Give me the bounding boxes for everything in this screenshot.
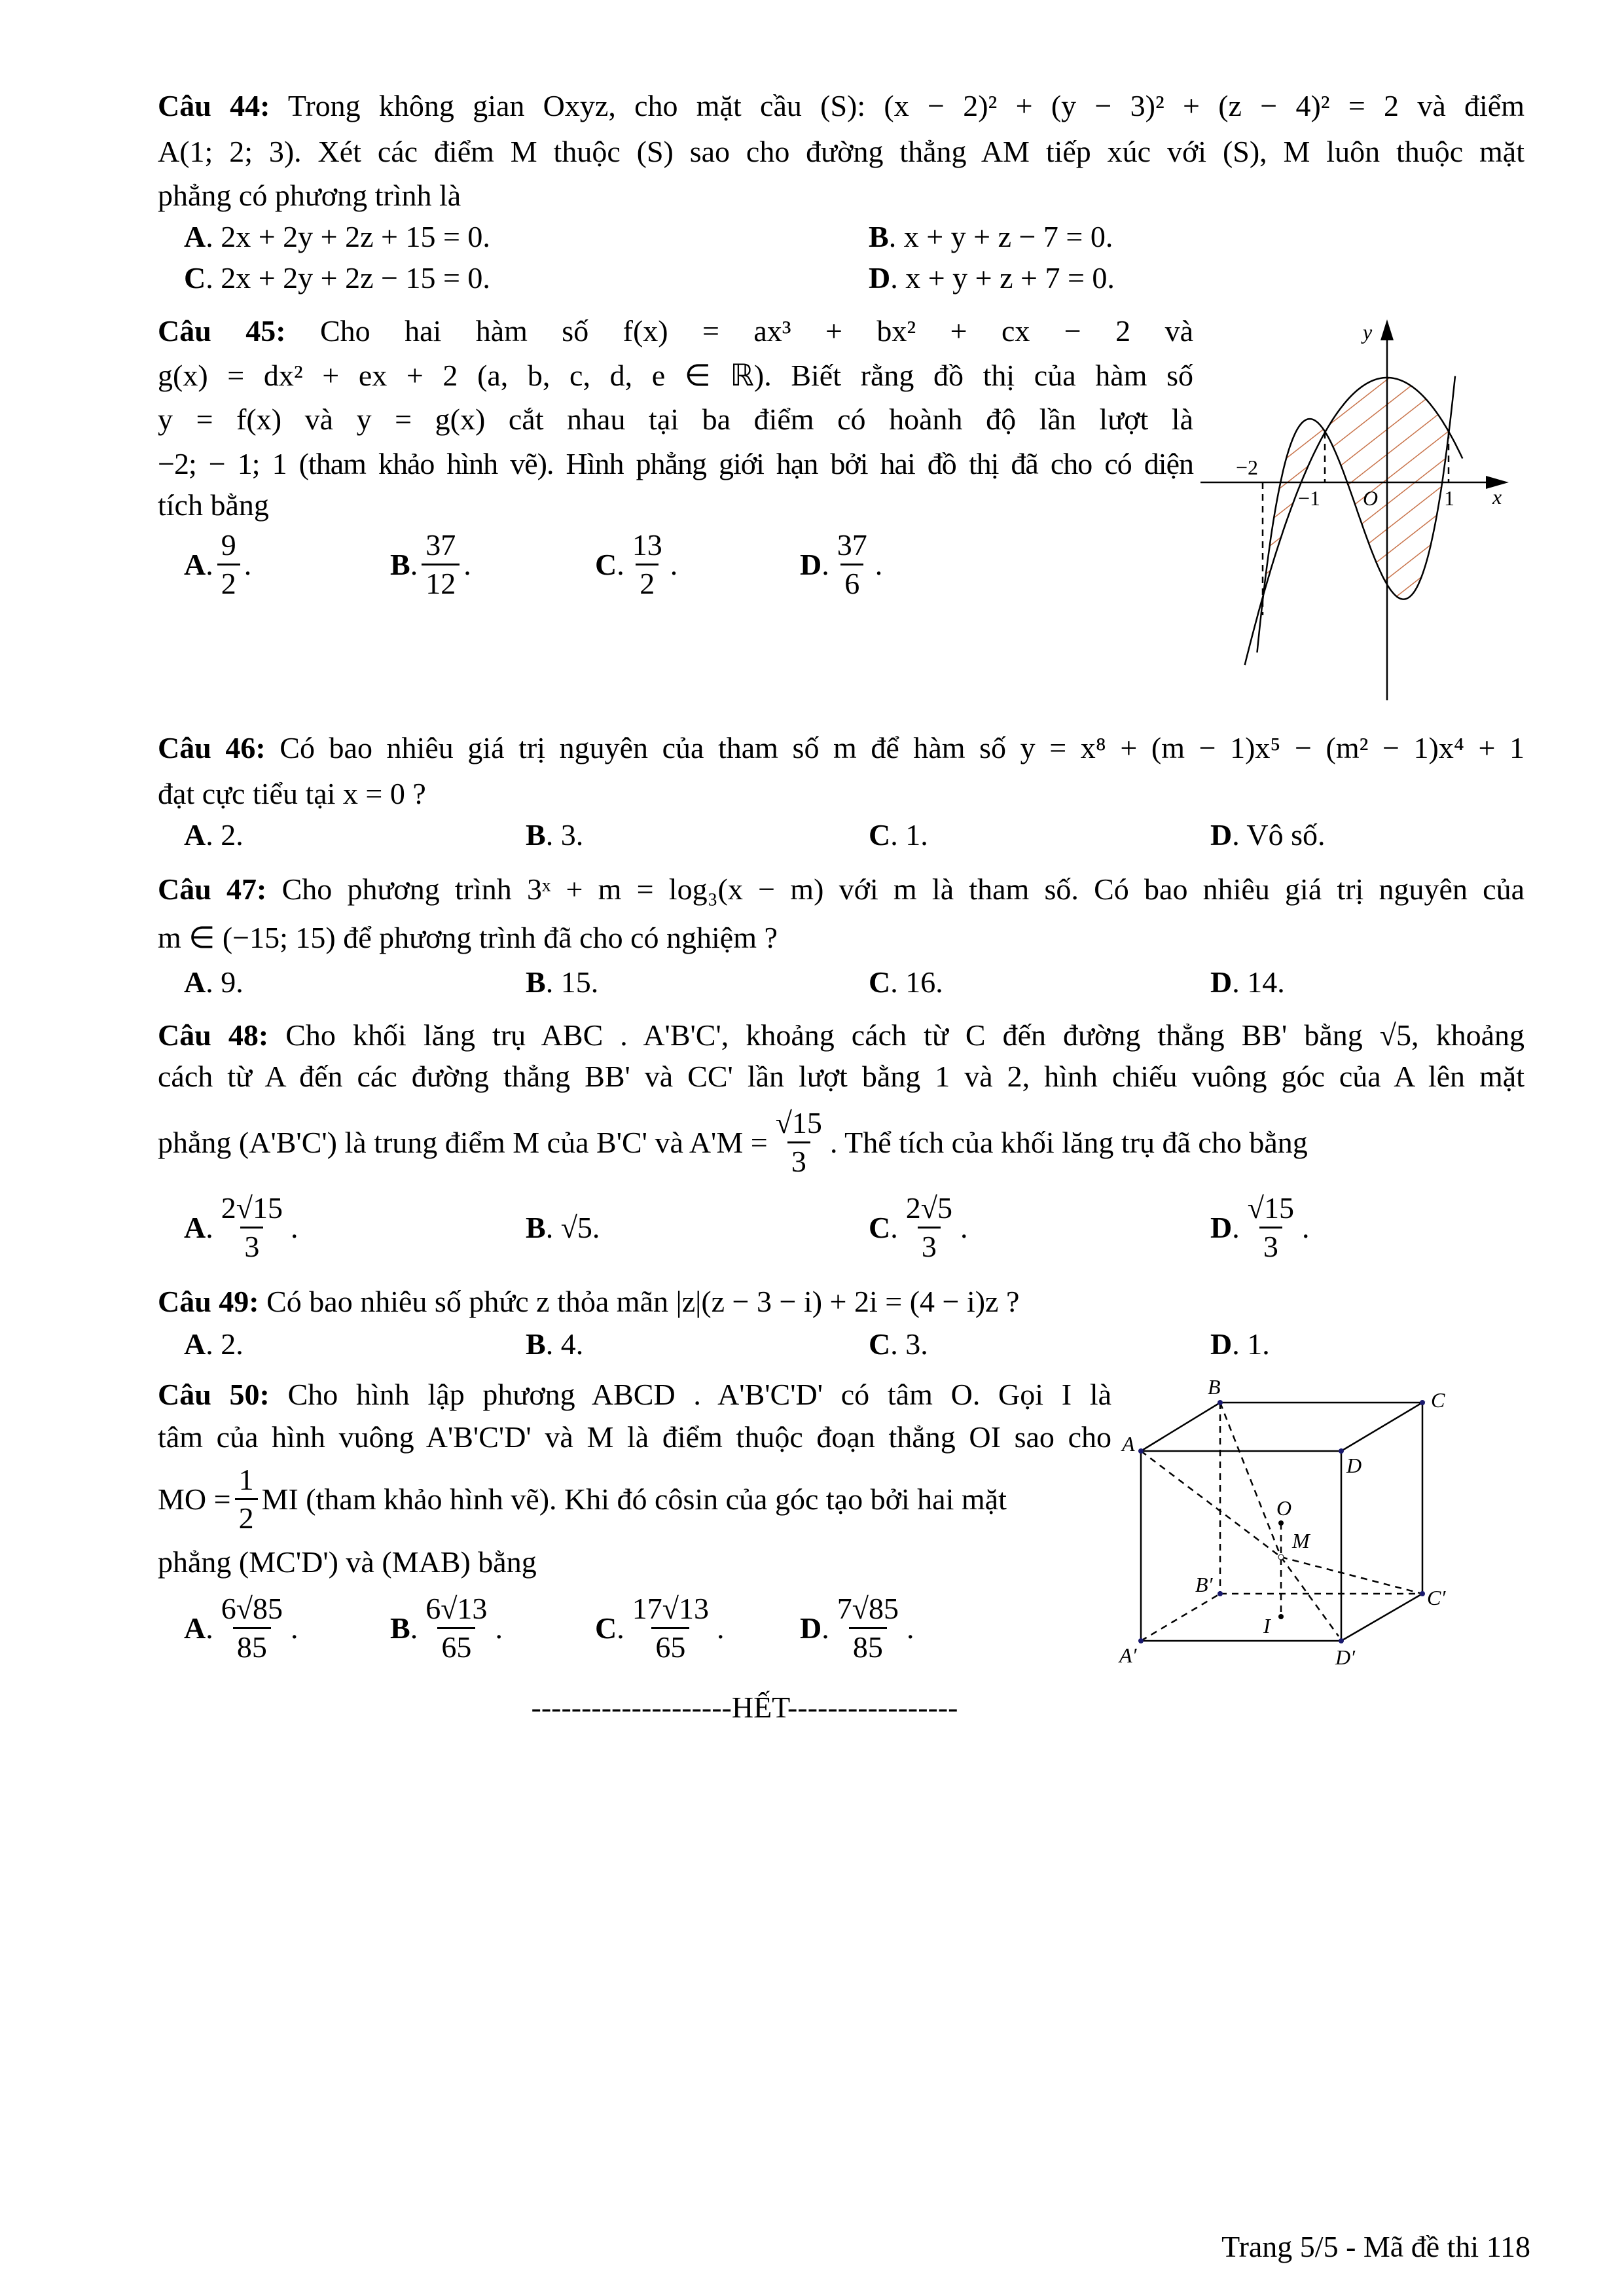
q44-option-c: C. 2x + 2y + 2z − 15 = 0. xyxy=(184,261,490,295)
q46-option-a: A. 2. xyxy=(184,818,244,852)
q48-option-c: C . $\frac{2√5}{3}$ . xyxy=(869,1191,968,1263)
q50-line-2: tâm của hình vuông A'B'C'D' và M là điểm thuộc đoạn thẳng OI sao cho xyxy=(158,1420,1111,1454)
q47-option-a: A. 9. xyxy=(184,965,244,999)
origin-label: O xyxy=(1363,486,1379,510)
cube-edge-d1c1 xyxy=(1341,1594,1422,1641)
q50-line-4: phẳng (MC'D') và (MAB) bằng xyxy=(158,1545,537,1579)
tick-label-m1: −1 xyxy=(1298,486,1321,510)
q48-label: Câu 48: xyxy=(158,1018,269,1052)
q45-line-2: g(x) = dx² + ex + 2 (a, b, c, d, e ∈ ℝ). Biết rằng đồ thị của hàm số xyxy=(158,359,1193,392)
q50-option-d: D . $\frac{7√85}{85}$ . xyxy=(800,1591,914,1664)
label-C: C xyxy=(1431,1388,1445,1412)
q44-label: Câu 44: xyxy=(158,89,270,122)
q49-option-a: A. 2. xyxy=(184,1327,244,1361)
q44-option-b: B. x + y + z − 7 = 0. xyxy=(869,220,1113,253)
q47-option-d: D. 14. xyxy=(1210,965,1285,999)
q46-option-d: D. Vô số. xyxy=(1210,818,1326,852)
q45-line-1: Câu 45: Cho hai hàm số f(x) = ax³ + bx² + cx − 2 và xyxy=(158,314,1193,348)
label-C1: C′ xyxy=(1427,1586,1446,1609)
page-footer: Trang 5/5 - Mã đề thi 118 xyxy=(1221,2230,1530,2263)
q49-option-d: D. 1. xyxy=(1210,1327,1270,1361)
tick-label-m2: −2 xyxy=(1236,456,1259,479)
q47-line-1: Câu 47: Cho phương trình 3ˣ + m = log₃(x − m) với m là tham số. Có bao nhiêu giá trị nguyên của xyxy=(158,872,1525,906)
q49-line-1: Câu 49: Có bao nhiêu số phức z thỏa mãn |z|(z − 3 − i) + 2i = (4 − i)z ? xyxy=(158,1285,1020,1318)
am-fraction: $\frac{√15}{3}$ xyxy=(775,1105,822,1178)
q45-line-3: y = f(x) và y = g(x) cắt nhau tại ba điểm có hoành độ lần lượt là xyxy=(158,403,1193,436)
q46-label: Câu 46: xyxy=(158,731,266,764)
q46-line-2: đạt cực tiểu tại x = 0 ? xyxy=(158,777,426,810)
q50-line-1: Câu 50: Cho hình lập phương ABCD . A'B'C'D' có tâm O. Gọi I là xyxy=(158,1378,1112,1411)
hatched-area xyxy=(1263,378,1449,600)
q50-line-3: MO = $\frac{1}{2}$ MI (tham khảo hình vẽ). Khi đó côsin của góc tạo bởi hai mặt xyxy=(158,1462,1007,1535)
q46-line-1: Câu 46: Có bao nhiêu giá trị nguyên của tham số m để hàm số y = x⁸ + (m − 1)x⁵ − (m² − 1)x⁴ + 1 xyxy=(158,731,1525,764)
q45-option-d: D . $\frac{37}{6}$ . xyxy=(800,528,883,600)
q45-option-b: B . $\frac{37}{12}$ . xyxy=(390,528,471,600)
q45-option-c: C . $\frac{13}{2}$ . xyxy=(595,528,678,600)
q45-label: Câu 45: xyxy=(158,314,286,348)
q48-line-2: cách từ A đến các đường thẳng BB' và CC' lần lượt bằng 1 và 2, hình chiếu vuông góc của A lên mặt xyxy=(158,1060,1525,1093)
q48-option-d: D . $\frac{√15}{3}$ . xyxy=(1210,1191,1310,1263)
label-M: M xyxy=(1292,1529,1310,1552)
q44-line-3: phẳng có phương trình là xyxy=(158,179,461,212)
y-axis-arrow-icon xyxy=(1380,319,1394,340)
q46-option-c: C. 1. xyxy=(869,818,928,852)
q47-line-2: m ∈ (−15; 15) để phương trình đã cho có nghiệm ? xyxy=(158,921,778,954)
q49-label: Câu 49: xyxy=(158,1285,259,1318)
q49-option-b: B. 4. xyxy=(526,1327,584,1361)
label-B1: B′ xyxy=(1195,1573,1213,1596)
label-D1: D′ xyxy=(1335,1645,1356,1669)
q47-option-c: C. 16. xyxy=(869,965,943,999)
label-A: A xyxy=(1122,1432,1135,1456)
q44-option-d: D. x + y + z + 7 = 0. xyxy=(869,261,1115,295)
x-axis-label: x xyxy=(1492,485,1502,509)
q48-option-a: A . $\frac{2√15}{3}$ . xyxy=(184,1191,298,1263)
q44-line-2: A(1; 2; 3). Xét các điểm M thuộc (S) sao cho đường thẳng AM tiếp xúc với (S), M luôn thuộc mặt xyxy=(158,135,1525,168)
q47-label: Câu 47: xyxy=(158,872,267,906)
end-marker: --------------------HẾT----------------- xyxy=(531,1691,958,1724)
tick-label-p1: 1 xyxy=(1444,486,1454,510)
q45-graph-figure xyxy=(1191,308,1532,713)
q45-option-a: A . $\frac{9}{2}$ . xyxy=(184,528,252,600)
q48-line-3: phẳng (A'B'C') là trung điểm M của B'C' và A'M = $\frac{√15}{3}$ . Thể tích của khối lăng trụ đã cho bằng xyxy=(158,1105,1308,1178)
label-I: I xyxy=(1263,1614,1271,1638)
q48-options xyxy=(0,1185,1624,1270)
q50-cube-figure xyxy=(1113,1361,1519,1676)
q50-label: Câu 50: xyxy=(158,1378,270,1411)
label-A1: A′ xyxy=(1119,1643,1137,1667)
q50-option-a: A . $\frac{6√85}{85}$ . xyxy=(184,1591,298,1664)
q45-line-4: −2; − 1; 1 (tham khảo hình vẽ). Hình phẳng giới hạn bởi hai đồ thị đã cho có diện xyxy=(158,447,1193,480)
q50-option-b: B . $\frac{6√13}{65}$ . xyxy=(390,1591,503,1664)
label-O: O xyxy=(1276,1496,1292,1520)
label-B: B xyxy=(1208,1375,1221,1399)
q47-option-b: B. 15. xyxy=(526,965,599,999)
q49-option-c: C. 3. xyxy=(869,1327,928,1361)
q45-line-5: tích bằng xyxy=(158,488,269,522)
q44-option-a: A. 2x + 2y + 2z + 15 = 0. xyxy=(184,220,490,253)
q50-option-c: C . $\frac{17√13}{65}$ . xyxy=(595,1591,725,1664)
label-D: D xyxy=(1346,1454,1362,1477)
y-axis-label: y xyxy=(1363,320,1373,344)
q44-line-1 xyxy=(158,88,1525,124)
q44-text: Trong không gian Oxyz, cho mặt cầu (S): (x − 2)² + (y − 3)² + (z − 4)² = 2 và điểm xyxy=(287,89,1525,122)
q46-option-b: B. 3. xyxy=(526,818,584,852)
q48-option-b: B . √5. xyxy=(526,1210,600,1244)
mo-fraction: $\frac{1}{2}$ xyxy=(235,1463,258,1535)
q48-line-1: Câu 48: Cho khối lăng trụ ABC . A'B'C', khoảng cách từ C đến đường thẳng BB' bằng √5, khoảng xyxy=(158,1018,1525,1052)
